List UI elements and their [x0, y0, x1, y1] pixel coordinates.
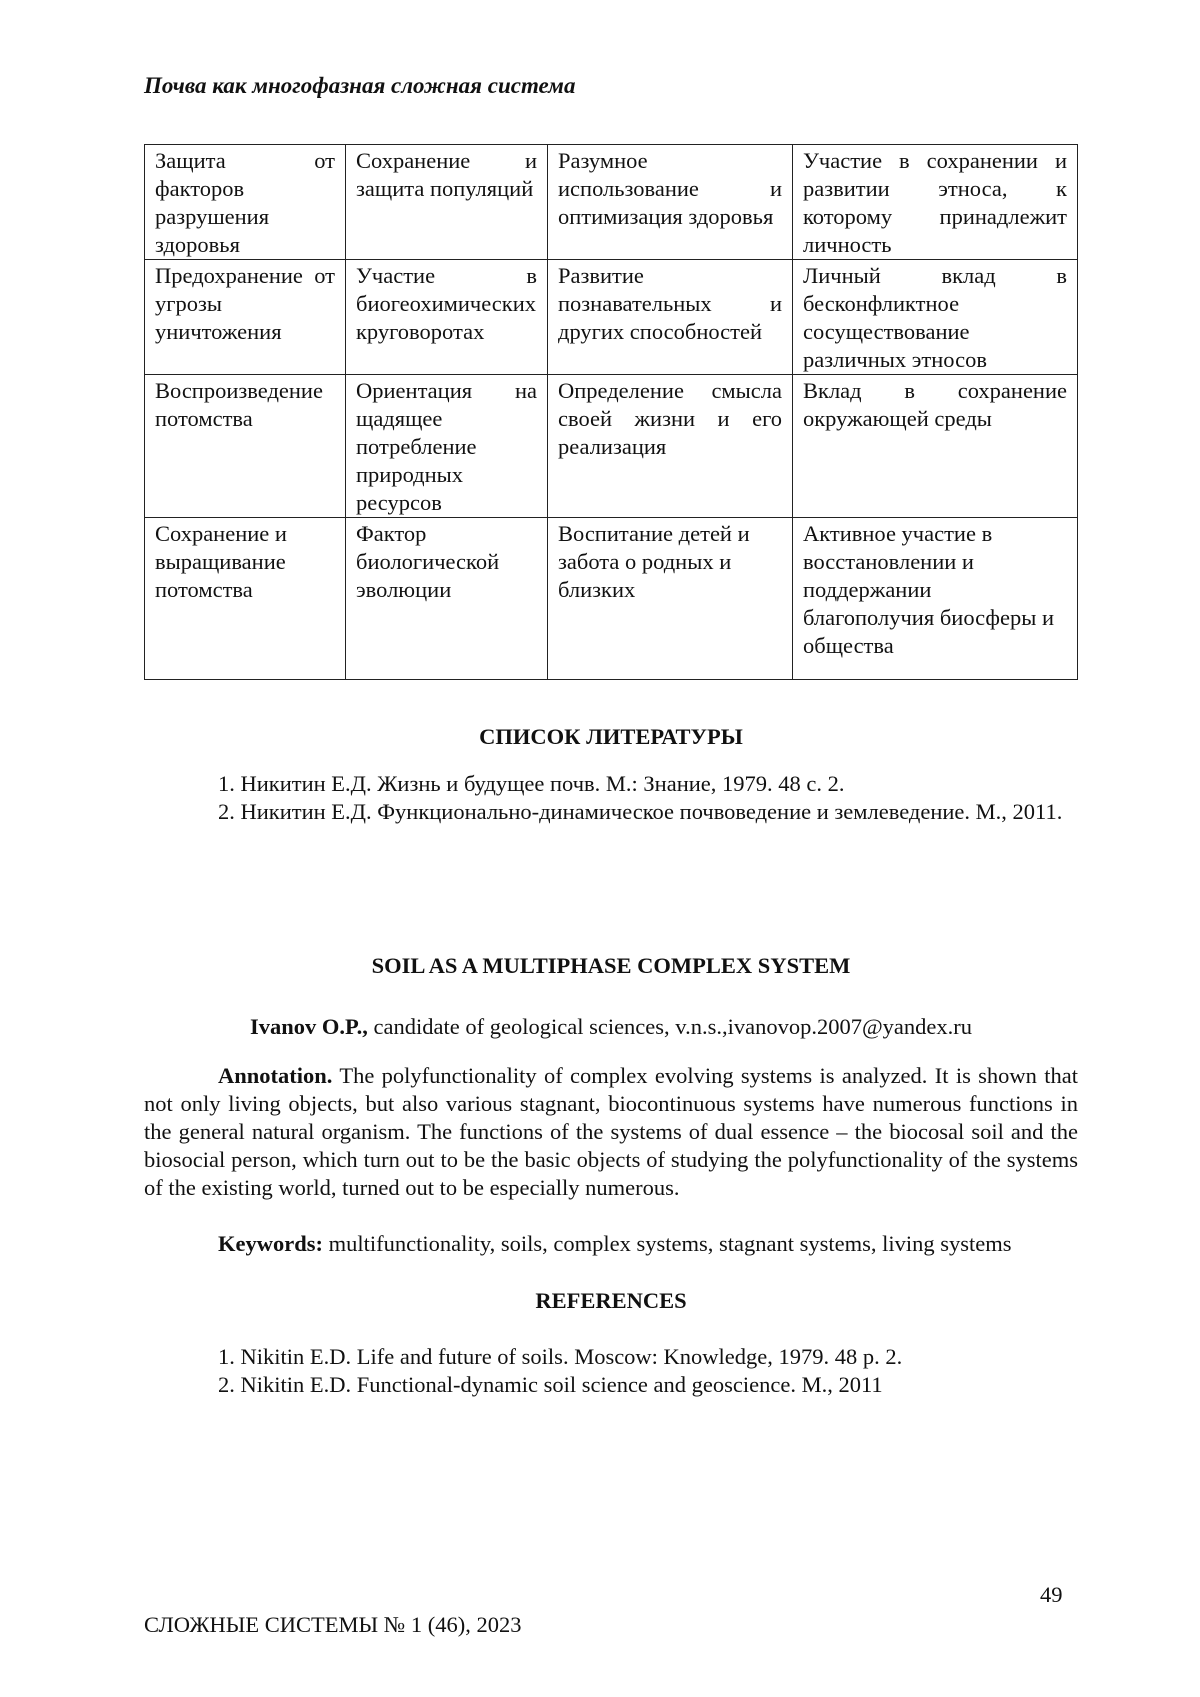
english-title: SOIL AS A MULTIPHASE COMPLEX SYSTEM	[144, 952, 1078, 980]
author-name: Ivanov O.P.,	[250, 1014, 368, 1039]
table-cell: Воспроизведение потомства	[145, 375, 346, 518]
reference-item: 2. Nikitin E.D. Functional-dynamic soil science and geoscience. M., 2011	[144, 1371, 1078, 1399]
keywords-text: multifunctionality, soils, complex systems, stagnant systems, living systems	[323, 1231, 1012, 1256]
table-cell: Защита от факторов разрушения здоровья	[145, 145, 346, 260]
table-cell: Вклад в сохранение окружающей среды	[793, 375, 1078, 518]
literature-heading: СПИСОК ЛИТЕРАТУРЫ	[144, 723, 1078, 751]
page-number: 49	[1040, 1581, 1063, 1609]
table-cell: Определение смысла своей жизни и его реализация	[548, 375, 793, 518]
author-line	[144, 1013, 1078, 1041]
running-header: Почва как многофазная сложная система	[144, 72, 575, 100]
table-cell: Участие в сохранении и развитии этноса, к которому принадлежит личность	[793, 145, 1078, 260]
table-cell: Разумное использование и оптимизация здоровья	[548, 145, 793, 260]
literature-item: 2. Никитин Е.Д. Функционально-динамическое почвоведение и землеведение. М., 2011.	[144, 798, 1078, 826]
keywords-label: Keywords:	[218, 1231, 323, 1256]
table-cell: Фактор биологической эволюции	[346, 518, 548, 680]
author-info: candidate of geological sciences, v.n.s.,ivanovop.2007@yandex.ru	[368, 1014, 972, 1039]
references-heading: REFERENCES	[144, 1287, 1078, 1315]
table-cell: Воспитание детей и забота о родных и близких	[548, 518, 793, 680]
table-cell: Личный вклад в бесконфликтное сосуществование различных этносов	[793, 260, 1078, 375]
table-cell: Развитие познавательных и других способностей	[548, 260, 793, 375]
table-cell: Сохранение и выращивание потомства	[145, 518, 346, 680]
document-page	[0, 0, 1200, 1697]
annotation-label: Annotation.	[218, 1063, 332, 1088]
table-cell: Ориентация на щадящее потребление природных ресурсов	[346, 375, 548, 518]
table-row	[145, 145, 1078, 260]
literature-item: 1. Никитин Е.Д. Жизнь и будущее почв. М.: Знание, 1979. 48 с. 2.	[144, 770, 1078, 798]
table-cell: Участие в биогеохимических круговоротах	[346, 260, 548, 375]
keywords	[144, 1230, 1078, 1258]
table-row	[145, 375, 1078, 518]
journal-footer: СЛОЖНЫЕ СИСТЕМЫ № 1 (46), 2023	[144, 1611, 522, 1639]
reference-item: 1. Nikitin E.D. Life and future of soils. Moscow: Knowledge, 1979. 48 p. 2.	[144, 1343, 1078, 1371]
table-cell: Активное участие в восстановлении и поддержании благополучия биосферы и общества	[793, 518, 1078, 680]
table-row	[145, 260, 1078, 375]
table-row	[145, 518, 1078, 680]
table-cell: Сохранение и защита популяций	[346, 145, 548, 260]
annotation	[144, 1062, 1078, 1202]
functions-table	[144, 144, 1078, 680]
table-cell: Предохранение от угрозы уничтожения	[145, 260, 346, 375]
annotation-text: The polyfunctionality of complex evolving systems is analyzed. It is shown that not only living objects, but also various stagnant, biocontinuous systems have numerous functions in the general natural organism. The functions of the systems of dual essence – the biocosal soil and the biosocial person, which turn out to be the basic objects of studying the polyfunctionality of the systems of the existing world, turned out to be especially numerous.	[144, 1063, 1078, 1200]
